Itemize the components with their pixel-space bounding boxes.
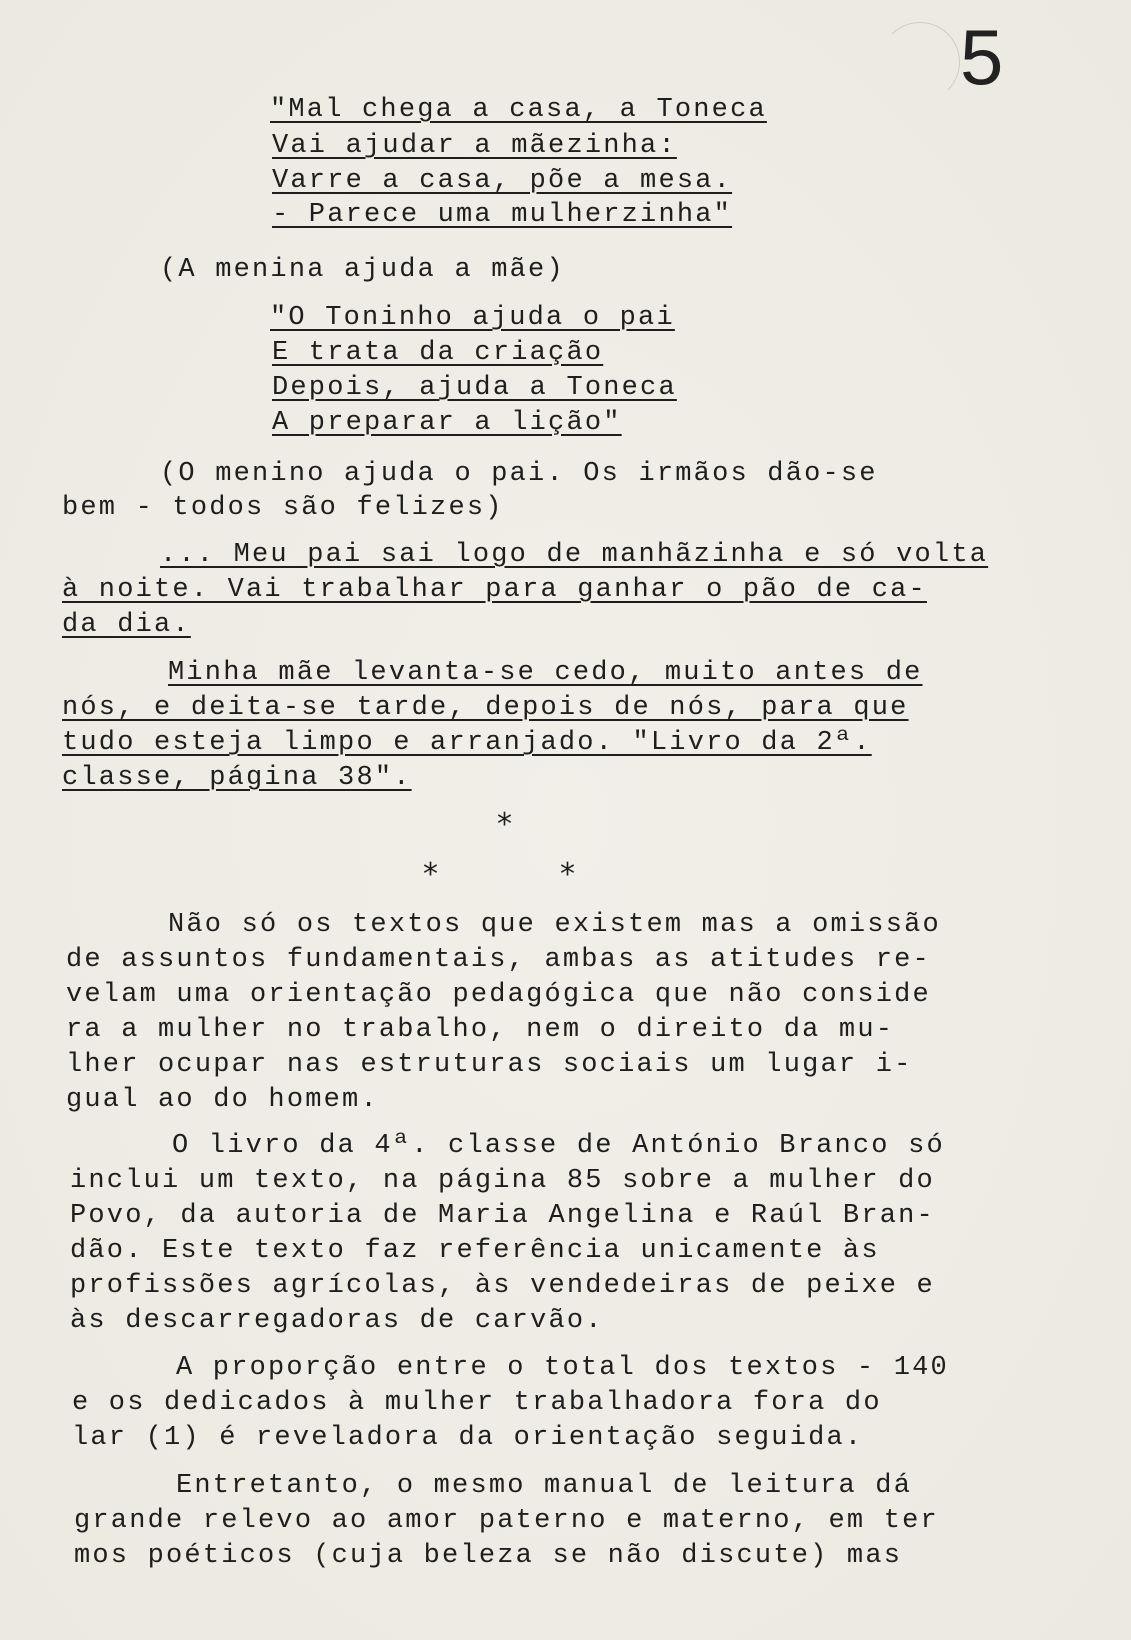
quote-mother-line-3: tudo esteja limpo e arranjado. "Livro da 2ª. (62, 728, 872, 758)
poem-toneca-line-1: "Mal chega a casa, a Toneca (270, 95, 767, 125)
quote-father-line-1: ... Meu pai sai logo de manhãzinha e só volta (160, 540, 989, 570)
quote-father-line-3: da dia. (62, 610, 191, 640)
paragraph-3-line-3: lar (1) é reveladora da orientação seguida. (72, 1423, 864, 1453)
caption-toninho-line-1: (O menino ajuda o pai. Os irmãos dão-se (160, 459, 878, 489)
paragraph-1-line-4: ra a mulher no trabalho, nem o direito da mu- (66, 1015, 895, 1045)
paragraph-2-line-4: dão. Este texto faz referência unicamente às (70, 1236, 880, 1266)
quote-mother-line-2: nós, e deita-se tarde, depois de nós, para que (62, 693, 909, 723)
poem-toneca-line-3: Varre a casa, põe a mesa. (272, 166, 733, 196)
poem-toninho-line-2: E trata da criação (272, 338, 604, 368)
paragraph-2-line-3: Povo, da autoria de Maria Angelina e Raúl Bran- (70, 1201, 935, 1231)
paragraph-2-line-2: inclui um texto, na página 85 sobre a mulher do (70, 1166, 935, 1196)
paragraph-2-line-1: O livro da 4ª. classe de António Branco só (172, 1131, 945, 1161)
poem-toneca-line-4: - Parece uma mulherzinha" (272, 200, 733, 230)
quote-father-line-2: à noite. Vai trabalhar para ganhar o pão de ca- (62, 575, 927, 605)
caption-toneca: (A menina ajuda a mãe) (160, 255, 565, 285)
paragraph-2-line-6: às descarregadoras de carvão. (70, 1306, 604, 1336)
paragraph-3-line-1: A proporção entre o total dos textos - 140 (176, 1353, 949, 1383)
paragraph-4-line-2: grande relevo ao amor paterno e materno, em ter (74, 1506, 939, 1536)
caption-toninho-line-2: bem - todos são felizes) (62, 493, 504, 523)
page-number: 5 (960, 13, 1002, 101)
poem-toneca-line-2: Vai ajudar a mãezinha: (272, 131, 677, 161)
separator-star-top: * (497, 807, 512, 842)
paragraph-3-line-2: e os dedicados à mulher trabalhadora fora do (72, 1388, 882, 1418)
quote-mother-line-1: Minha mãe levanta-se cedo, muito antes de (168, 658, 923, 688)
paragraph-1-line-1: Não só os textos que existem mas a omissão (168, 910, 941, 940)
poem-toninho-line-3: Depois, ajuda a Toneca (272, 373, 677, 403)
separator-star-left: * (423, 857, 438, 892)
quote-mother-line-4: classe, página 38". (62, 763, 412, 793)
paragraph-1-line-6: gual ao do homem. (66, 1085, 379, 1115)
paragraph-2-line-5: profissões agrícolas, às vendedeiras de peixe e (70, 1271, 935, 1301)
paragraph-4-line-3: mos poéticos (cuja beleza se não discute) mas (74, 1541, 903, 1571)
paragraph-1-line-3: velam uma orientação pedagógica que não conside (66, 980, 931, 1010)
paragraph-4-line-1: Entretanto, o mesmo manual de leitura dá (176, 1471, 913, 1501)
separator-star-right: * (560, 857, 575, 892)
faded-stamp-mark (880, 22, 960, 102)
poem-toninho-line-4: A preparar a lição" (272, 408, 622, 438)
paragraph-1-line-5: lher ocupar nas estruturas sociais um lugar i- (66, 1050, 913, 1080)
paragraph-1-line-2: de assuntos fundamentais, ambas as atitudes re- (66, 945, 931, 975)
poem-toninho-line-1: "O Toninho ajuda o pai (270, 303, 675, 333)
